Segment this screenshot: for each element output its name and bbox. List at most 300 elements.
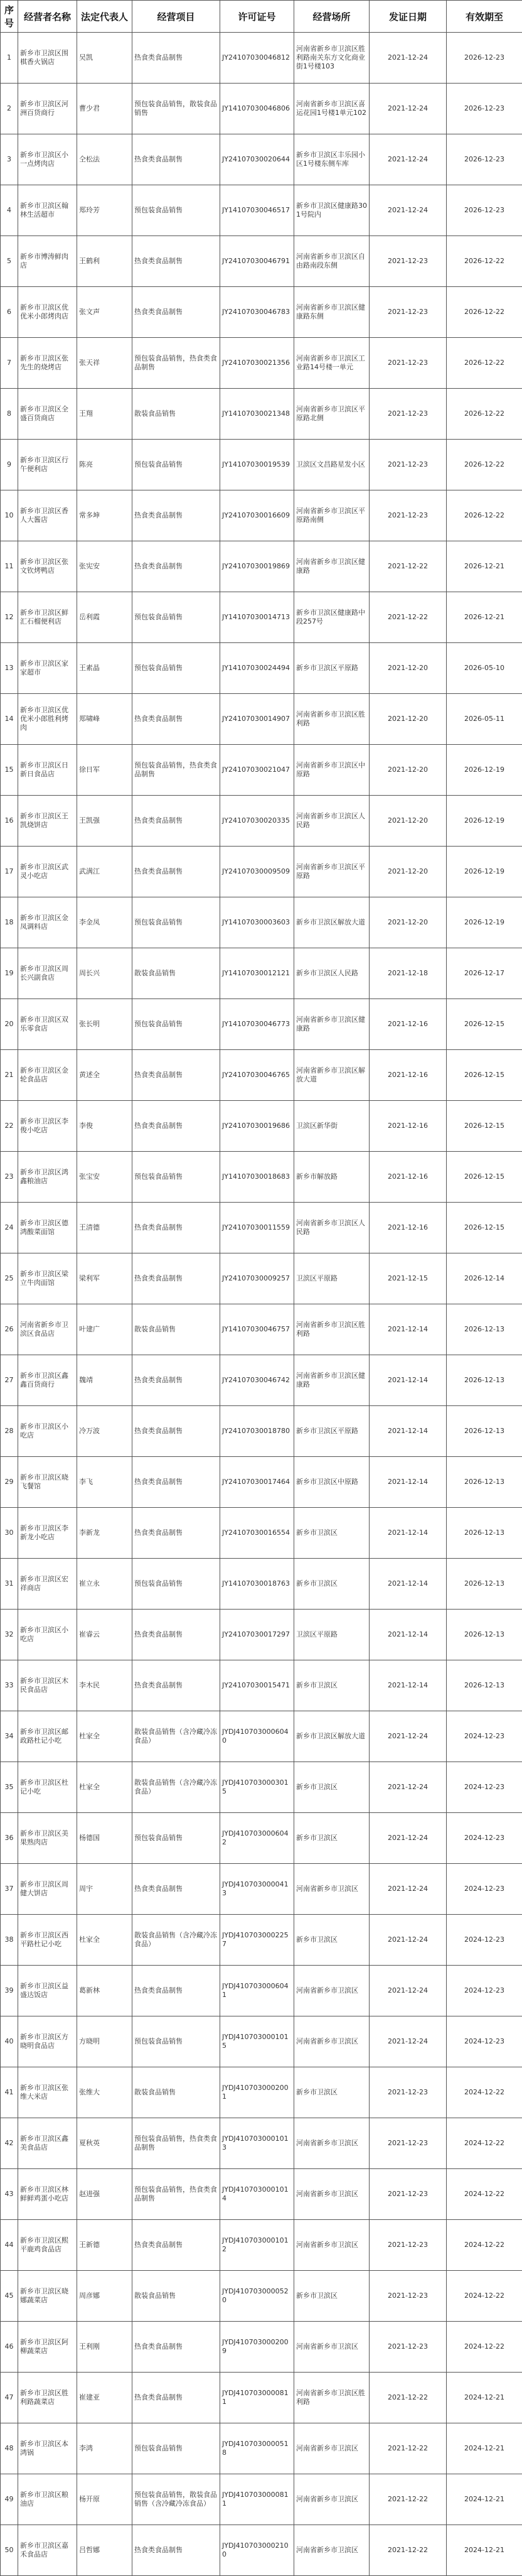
cell-address: 河南省新乡市卫滨区喜运花园1号楼1单元102	[294, 84, 370, 134]
cell-issued: 2021-12-23	[370, 2118, 447, 2169]
cell-issued: 2021-12-14	[370, 1508, 447, 1559]
cell-item: 热食类食品制售	[132, 1406, 220, 1457]
cell-license: JY14107030046806	[220, 84, 294, 134]
cell-name: 新乡市卫滨区张维大米店	[18, 2067, 77, 2118]
cell-item: 预包装食品销售	[132, 2423, 220, 2474]
cell-rep: 崔建亚	[77, 2373, 132, 2423]
cell-address: 河南省新乡市卫滨区	[294, 2016, 370, 2067]
cell-issued: 2021-12-14	[370, 1610, 447, 1660]
cell-name: 新乡市卫滨区家家超市	[18, 643, 77, 694]
cell-no: 12	[1, 592, 18, 643]
table-row	[1, 1711, 522, 1762]
cell-issued: 2021-12-24	[370, 134, 447, 185]
cell-expires: 2026-12-22	[447, 440, 522, 490]
cell-name: 新乡市卫滨区方晓明食品店	[18, 2016, 77, 2067]
cell-no: 17	[1, 847, 18, 897]
cell-no: 9	[1, 440, 18, 490]
cell-expires: 2026-12-22	[447, 338, 522, 389]
cell-no: 20	[1, 999, 18, 1050]
cell-no: 48	[1, 2423, 18, 2474]
cell-address: 河南省新乡市卫滨区健康路东侧	[294, 287, 370, 338]
cell-address: 新乡市卫滨区解放大道	[294, 897, 370, 948]
cell-name: 新乡市卫滨区晓飞餐馆	[18, 1457, 77, 1508]
cell-no: 11	[1, 541, 18, 592]
cell-no: 36	[1, 1813, 18, 1864]
cell-rep: 岳利霞	[77, 592, 132, 643]
table-row	[1, 134, 522, 185]
cell-item: 预包装食品销售	[132, 2016, 220, 2067]
cell-no: 1	[1, 33, 18, 84]
cell-rep: 吴凯	[77, 33, 132, 84]
table-row	[1, 541, 522, 592]
cell-address: 河南省新乡市卫滨区健康路	[294, 1355, 370, 1406]
table-row	[1, 1152, 522, 1203]
cell-name: 新乡市卫滨区木民食品店	[18, 1660, 77, 1711]
cell-rep: 王凯强	[77, 796, 132, 847]
cell-name: 新乡市卫滨区河洲百货商行	[18, 84, 77, 134]
table-row	[1, 2016, 522, 2067]
cell-expires: 2026-12-13	[447, 1660, 522, 1711]
table-row	[1, 1050, 522, 1101]
cell-name: 新乡市卫滨区香人大酱店	[18, 490, 77, 541]
cell-rep: 王鹤利	[77, 236, 132, 287]
cell-item: 预包装食品销售	[132, 1559, 220, 1610]
cell-issued: 2021-12-24	[370, 1711, 447, 1762]
cell-item: 预包装食品销售	[132, 999, 220, 1050]
cell-item: 散装食品销售	[132, 389, 220, 440]
cell-rep: 李鸿	[77, 2423, 132, 2474]
cell-expires: 2026-12-15	[447, 999, 522, 1050]
cell-no: 8	[1, 389, 18, 440]
cell-issued: 2021-12-24	[370, 1966, 447, 2016]
cell-address: 河南省新乡市卫滨区工业路14号楼一单元	[294, 338, 370, 389]
cell-expires: 2026-05-10	[447, 643, 522, 694]
cell-no: 22	[1, 1101, 18, 1152]
table-row	[1, 1559, 522, 1610]
cell-name: 新乡市卫滨区张先生的烧烤店	[18, 338, 77, 389]
cell-item: 散装食品销售（含冷藏冷冻食品）	[132, 1762, 220, 1813]
table-row	[1, 287, 522, 338]
cell-name: 新乡市卫滨区梁立牛肉面馆	[18, 1253, 77, 1304]
cell-issued: 2021-12-24	[370, 2016, 447, 2067]
table-row	[1, 185, 522, 236]
cell-no: 32	[1, 1610, 18, 1660]
cell-rep: 李新龙	[77, 1508, 132, 1559]
cell-item: 热食类食品制售	[132, 541, 220, 592]
cell-no: 16	[1, 796, 18, 847]
cell-expires: 2026-12-19	[447, 897, 522, 948]
cell-issued: 2021-12-24	[370, 84, 447, 134]
cell-address: 新乡市卫滨区	[294, 1762, 370, 1813]
cell-name: 新乡市卫滨区嘉禾食品店	[18, 2525, 77, 2576]
cell-issued: 2021-12-22	[370, 2423, 447, 2474]
cell-issued: 2021-12-15	[370, 1253, 447, 1304]
cell-no: 40	[1, 2016, 18, 2067]
cell-license: JYDJ4107030000811	[220, 2474, 294, 2525]
table-row	[1, 1253, 522, 1304]
cell-item: 热食类食品制售	[132, 796, 220, 847]
cell-rep: 吕哲娜	[77, 2525, 132, 2576]
table-row	[1, 1203, 522, 1253]
cell-issued: 2021-12-22	[370, 2373, 447, 2423]
cell-name: 新乡市卫滨区武灵小吃店	[18, 847, 77, 897]
table-row	[1, 1508, 522, 1559]
table-row	[1, 2474, 522, 2525]
cell-rep: 崔立永	[77, 1559, 132, 1610]
cell-issued: 2021-12-22	[370, 2474, 447, 2525]
cell-rep: 黄述全	[77, 1050, 132, 1101]
cell-name: 新乡市卫滨区粮油店	[18, 2474, 77, 2525]
cell-rep: 张维大	[77, 2067, 132, 2118]
cell-rep: 张天祥	[77, 338, 132, 389]
cell-name: 新乡市卫滨区鲜汇石榴便利店	[18, 592, 77, 643]
cell-address: 新乡市卫滨区	[294, 1813, 370, 1864]
cell-rep: 王翔	[77, 389, 132, 440]
cell-address: 河南省新乡市卫滨区人民路	[294, 1203, 370, 1253]
cell-rep: 赵进强	[77, 2169, 132, 2220]
cell-name: 新乡市卫滨区邮政路杜记小吃	[18, 1711, 77, 1762]
cell-rep: 常多坤	[77, 490, 132, 541]
cell-issued: 2021-12-16	[370, 1050, 447, 1101]
cell-address: 河南省新乡市卫滨区	[294, 2118, 370, 2169]
cell-no: 4	[1, 185, 18, 236]
cell-expires: 2026-12-21	[447, 541, 522, 592]
cell-name: 新乡市卫滨区晓娜蔬菜店	[18, 2271, 77, 2322]
cell-rep: 王利刚	[77, 2322, 132, 2373]
cell-no: 39	[1, 1966, 18, 2016]
cell-item: 散装食品销售	[132, 2067, 220, 2118]
cell-no: 27	[1, 1355, 18, 1406]
cell-address: 河南省新乡市卫滨区	[294, 2169, 370, 2220]
cell-license: JY14107030014713	[220, 592, 294, 643]
cell-item: 热食类食品制售	[132, 287, 220, 338]
cell-address: 新乡市卫滨区丰乐园小区1号楼东侧车库	[294, 134, 370, 185]
cell-rep: 周长兴	[77, 948, 132, 999]
cell-item: 散装食品销售	[132, 1304, 220, 1355]
cell-issued: 2021-12-16	[370, 1203, 447, 1253]
cell-license: JY24107030021356	[220, 338, 294, 389]
cell-name: 新乡市卫滨区周长兴副食店	[18, 948, 77, 999]
cell-item: 热食类食品制售	[132, 490, 220, 541]
cell-issued: 2021-12-14	[370, 1406, 447, 1457]
cell-no: 46	[1, 2322, 18, 2373]
cell-expires: 2024-12-21	[447, 2373, 522, 2423]
cell-license: JY14107030012121	[220, 948, 294, 999]
cell-issued: 2021-12-20	[370, 643, 447, 694]
cell-no: 21	[1, 1050, 18, 1101]
cell-address: 新乡市卫滨区平原路	[294, 1406, 370, 1457]
table-row	[1, 1660, 522, 1711]
cell-no: 10	[1, 490, 18, 541]
cell-item: 热食类食品制售	[132, 1508, 220, 1559]
cell-name: 新乡市卫滨区林鲜鲜鸡蛋小吃店	[18, 2169, 77, 2220]
cell-name: 新乡市卫滨区阿柳蔬菜店	[18, 2322, 77, 2373]
cell-issued: 2021-12-24	[370, 33, 447, 84]
cell-expires: 2026-12-15	[447, 1101, 522, 1152]
cell-address: 新乡市卫滨区平原路	[294, 643, 370, 694]
cell-no: 34	[1, 1711, 18, 1762]
table-row	[1, 897, 522, 948]
cell-issued: 2021-12-20	[370, 745, 447, 796]
cell-no: 2	[1, 84, 18, 134]
cell-item: 热食类食品制售	[132, 847, 220, 897]
cell-item: 散装食品销售	[132, 2271, 220, 2322]
cell-rep: 梁利军	[77, 1253, 132, 1304]
cell-issued: 2021-12-22	[370, 592, 447, 643]
cell-item: 热食类食品制售	[132, 1610, 220, 1660]
cell-expires: 2026-12-14	[447, 1253, 522, 1304]
cell-license: JYDJ4107030000518	[220, 2423, 294, 2474]
cell-item: 热食类食品制售	[132, 33, 220, 84]
cell-expires: 2024-12-23	[447, 1711, 522, 1762]
cell-item: 热食类食品制售	[132, 2322, 220, 2373]
cell-item: 热食类食品制售	[132, 1966, 220, 2016]
cell-issued: 2021-12-16	[370, 999, 447, 1050]
cell-issued: 2021-12-24	[370, 1864, 447, 1915]
table-row	[1, 2525, 522, 2576]
cell-address: 河南省新乡市卫滨区平原路南侧	[294, 490, 370, 541]
cell-no: 14	[1, 694, 18, 745]
header-license: 许可证号	[220, 1, 294, 33]
cell-name: 新乡市卫滨区日新日食品店	[18, 745, 77, 796]
cell-issued: 2021-12-24	[370, 1813, 447, 1864]
cell-no: 13	[1, 643, 18, 694]
cell-issued: 2021-12-23	[370, 440, 447, 490]
cell-address: 新乡市卫滨区	[294, 1508, 370, 1559]
cell-expires: 2024-12-22	[447, 2271, 522, 2322]
cell-name: 新乡市卫滨区行午便利店	[18, 440, 77, 490]
cell-address: 新乡市卫滨区解放大道	[294, 1711, 370, 1762]
cell-name: 新乡市卫滨区小吃店	[18, 1406, 77, 1457]
cell-expires: 2026-12-23	[447, 33, 522, 84]
cell-no: 23	[1, 1152, 18, 1203]
cell-address: 新乡市卫滨区中原路	[294, 1457, 370, 1508]
cell-issued: 2021-12-20	[370, 694, 447, 745]
cell-license: JYDJ4107030000413	[220, 1864, 294, 1915]
table-row	[1, 236, 522, 287]
table-row	[1, 1355, 522, 1406]
cell-item: 预包装食品销售，散装食品销售	[132, 84, 220, 134]
cell-address: 新乡市卫滨区	[294, 2271, 370, 2322]
cell-address: 河南省新乡市卫滨区平原路	[294, 847, 370, 897]
cell-license: JY24107030046742	[220, 1355, 294, 1406]
table-row	[1, 1966, 522, 2016]
cell-expires: 2026-12-19	[447, 796, 522, 847]
cell-name: 新乡市卫滨区本鸿锅	[18, 2423, 77, 2474]
cell-address: 河南省新乡市卫滨区中原路	[294, 745, 370, 796]
cell-issued: 2021-12-20	[370, 847, 447, 897]
cell-expires: 2024-12-23	[447, 1966, 522, 2016]
cell-issued: 2021-12-23	[370, 2271, 447, 2322]
cell-no: 26	[1, 1304, 18, 1355]
cell-license: JY14107030003603	[220, 897, 294, 948]
cell-item: 热食类食品制售	[132, 2373, 220, 2423]
cell-rep: 周宇	[77, 1864, 132, 1915]
cell-no: 37	[1, 1864, 18, 1915]
table-row	[1, 948, 522, 999]
cell-license: JY14107030018763	[220, 1559, 294, 1610]
cell-name: 新乡市卫滨区张文钦烤鸭店	[18, 541, 77, 592]
cell-item: 热食类食品制售	[132, 1101, 220, 1152]
cell-name: 新乡市卫滨区优优米小郎胜利烤肉	[18, 694, 77, 745]
cell-issued: 2021-12-20	[370, 796, 447, 847]
table-row	[1, 2322, 522, 2373]
cell-rep: 王素晶	[77, 643, 132, 694]
cell-rep: 李飞	[77, 1457, 132, 1508]
cell-name: 新乡市卫滨区李俊小吃店	[18, 1101, 77, 1152]
cell-license: JYDJ4107030001015	[220, 2016, 294, 2067]
cell-address: 新乡市卫滨区人民路	[294, 948, 370, 999]
cell-issued: 2021-12-20	[370, 897, 447, 948]
cell-no: 31	[1, 1559, 18, 1610]
cell-item: 散装食品销售（含冷藏冷冻食品）	[132, 1915, 220, 1966]
cell-license: JY24107030019686	[220, 1101, 294, 1152]
cell-no: 41	[1, 2067, 18, 2118]
cell-item: 热食类食品制售	[132, 134, 220, 185]
cell-rep: 李俊	[77, 1101, 132, 1152]
header-name: 经营者名称	[18, 1, 77, 33]
cell-expires: 2024-12-21	[447, 2525, 522, 2576]
table-row	[1, 389, 522, 440]
cell-license: JYDJ4107030000811	[220, 2373, 294, 2423]
cell-item: 预包装食品销售，热食类食品制售	[132, 2169, 220, 2220]
table-row	[1, 2220, 522, 2271]
cell-rep: 仝松法	[77, 134, 132, 185]
table-row	[1, 1864, 522, 1915]
cell-license: JYDJ4107030002009	[220, 2322, 294, 2373]
table-row	[1, 1406, 522, 1457]
cell-no: 45	[1, 2271, 18, 2322]
table-row	[1, 643, 522, 694]
cell-expires: 2024-12-22	[447, 2067, 522, 2118]
cell-license: JYDJ4107030000520	[220, 2271, 294, 2322]
header-no: 序号	[1, 1, 18, 33]
cell-no: 49	[1, 2474, 18, 2525]
table-row	[1, 847, 522, 897]
cell-rep: 杜家全	[77, 1915, 132, 1966]
cell-license: JY14107030021348	[220, 389, 294, 440]
cell-license: JY14107030046757	[220, 1304, 294, 1355]
cell-rep: 曹少君	[77, 84, 132, 134]
cell-no: 25	[1, 1253, 18, 1304]
cell-issued: 2021-12-14	[370, 1559, 447, 1610]
cell-item: 热食类食品制售	[132, 1253, 220, 1304]
cell-license: JYDJ4107030002001	[220, 2067, 294, 2118]
cell-license: JY24107030020335	[220, 796, 294, 847]
cell-license: JYDJ4107030001013	[220, 2118, 294, 2169]
cell-name: 新乡市卫滨区美果熟肉店	[18, 1813, 77, 1864]
cell-no: 5	[1, 236, 18, 287]
cell-address: 河南省新乡市卫滨区健康路	[294, 541, 370, 592]
cell-issued: 2021-12-22	[370, 541, 447, 592]
cell-name: 新乡市卫滨区胜利路蔬菜店	[18, 2373, 77, 2423]
cell-rep: 叶建广	[77, 1304, 132, 1355]
cell-name: 新乡市卫滨区鑫美食品店	[18, 2118, 77, 2169]
header-row	[1, 1, 522, 33]
cell-issued: 2021-12-23	[370, 490, 447, 541]
cell-issued: 2021-12-23	[370, 389, 447, 440]
cell-license: JYDJ4107030002100	[220, 2525, 294, 2576]
cell-name: 新乡市卫滨区鑫鑫百货商行	[18, 1355, 77, 1406]
cell-item: 热食类食品制售	[132, 1203, 220, 1253]
cell-item: 热食类食品制售	[132, 1050, 220, 1101]
cell-no: 7	[1, 338, 18, 389]
header-address: 经营场所	[294, 1, 370, 33]
cell-expires: 2024-12-23	[447, 1864, 522, 1915]
cell-expires: 2026-12-15	[447, 1050, 522, 1101]
cell-issued: 2021-12-23	[370, 2322, 447, 2373]
cell-name: 新乡市卫滨区金凤调料店	[18, 897, 77, 948]
table-row	[1, 796, 522, 847]
cell-issued: 2021-12-24	[370, 1762, 447, 1813]
cell-expires: 2026-12-22	[447, 236, 522, 287]
cell-license: JY24107030014907	[220, 694, 294, 745]
cell-rep: 魏靖	[77, 1355, 132, 1406]
table-row	[1, 1101, 522, 1152]
cell-issued: 2021-12-16	[370, 1152, 447, 1203]
cell-address: 新乡市卫滨区健康路301号院内	[294, 185, 370, 236]
cell-license: JY24107030021047	[220, 745, 294, 796]
cell-expires: 2026-12-13	[447, 1304, 522, 1355]
cell-address: 河南省新乡市卫滨区	[294, 2322, 370, 2373]
cell-rep: 杜家全	[77, 1711, 132, 1762]
cell-rep: 郑啸峰	[77, 694, 132, 745]
cell-item: 预包装食品销售	[132, 1152, 220, 1203]
cell-address: 河南省新乡市卫滨区	[294, 2423, 370, 2474]
cell-name: 新乡市卫滨区西平路杜记小吃	[18, 1915, 77, 1966]
cell-license: JY24107030019869	[220, 541, 294, 592]
header-rep: 法定代表人	[77, 1, 132, 33]
cell-issued: 2021-12-14	[370, 1660, 447, 1711]
cell-issued: 2021-12-23	[370, 236, 447, 287]
cell-license: JYDJ4107030001014	[220, 2169, 294, 2220]
cell-name: 新乡市卫滨区益盛达饭店	[18, 1966, 77, 2016]
table-row	[1, 2067, 522, 2118]
cell-address: 卫滨区文昌路星发小区	[294, 440, 370, 490]
cell-name: 新乡市卫滨区杜记小吃	[18, 1762, 77, 1813]
cell-rep: 杨德国	[77, 1813, 132, 1864]
cell-address: 河南省新乡市卫滨区自由路南段东侧	[294, 236, 370, 287]
cell-expires: 2026-12-15	[447, 1203, 522, 1253]
cell-rep: 周彦娜	[77, 2271, 132, 2322]
cell-name: 新乡市卫滨区德鸿酸菜面馆	[18, 1203, 77, 1253]
cell-expires: 2026-12-22	[447, 389, 522, 440]
cell-address: 卫滨区平原路	[294, 1253, 370, 1304]
cell-license: JYDJ4107030006040	[220, 1711, 294, 1762]
cell-address: 河南省新乡市卫滨区	[294, 2525, 370, 2576]
cell-license: JY24107030020644	[220, 134, 294, 185]
header-expires: 有效期至	[447, 1, 522, 33]
cell-rep: 葛新林	[77, 1966, 132, 2016]
table-row	[1, 999, 522, 1050]
cell-expires: 2026-12-13	[447, 1508, 522, 1559]
cell-rep: 张长明	[77, 999, 132, 1050]
cell-license: JY14107030046773	[220, 999, 294, 1050]
cell-expires: 2024-12-23	[447, 1813, 522, 1864]
cell-address: 新乡市卫滨区健康路中段257号	[294, 592, 370, 643]
cell-name: 新乡市卫滨区金轮食品店	[18, 1050, 77, 1101]
table-row	[1, 745, 522, 796]
cell-no: 44	[1, 2220, 18, 2271]
cell-issued: 2021-12-23	[370, 2169, 447, 2220]
cell-license: JY24107030016609	[220, 490, 294, 541]
cell-name: 新乡市卫滨区翰林生活超市	[18, 185, 77, 236]
cell-license: JY24107030046765	[220, 1050, 294, 1101]
cell-issued: 2021-12-18	[370, 948, 447, 999]
cell-license: JY24107030009509	[220, 847, 294, 897]
header-item: 经营项目	[132, 1, 220, 33]
table-row	[1, 440, 522, 490]
